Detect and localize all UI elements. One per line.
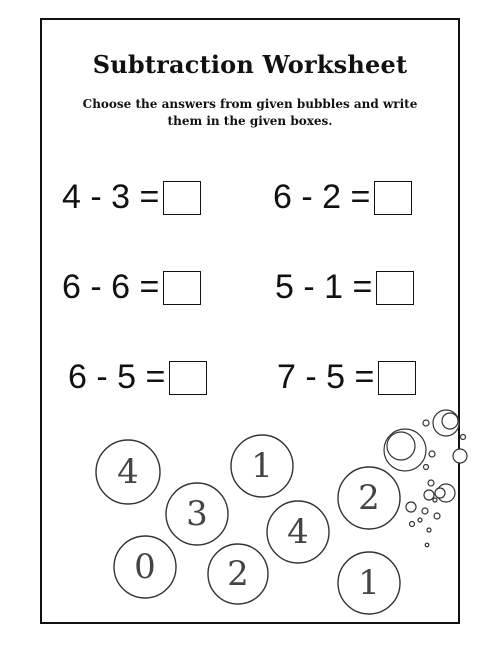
bubble-number: 1 [358,563,380,603]
worksheet-title: Subtraction Worksheet [92,50,408,79]
bubble-number: 3 [186,494,208,534]
decorative-bubbles [384,410,467,547]
bubble-number: 2 [358,478,380,518]
problem-expression: 5 - 1 = [275,268,373,306]
problem-expression: 6 - 5 = [68,358,166,396]
bubble-number: 0 [134,547,156,587]
worksheet-instructions: Choose the answers from given bubbles and write them in the given boxes. [82,97,418,128]
bubble-number: 4 [287,512,309,552]
bubble-number: 1 [251,446,273,486]
problem-expression: 4 - 3 = [62,178,160,216]
problem-expression: 6 - 6 = [62,268,160,306]
bubble-number: 2 [227,554,249,594]
bubble-number: 4 [117,452,139,492]
problem-expression: 6 - 2 = [273,178,371,216]
problem-expression: 7 - 5 = [277,358,375,396]
